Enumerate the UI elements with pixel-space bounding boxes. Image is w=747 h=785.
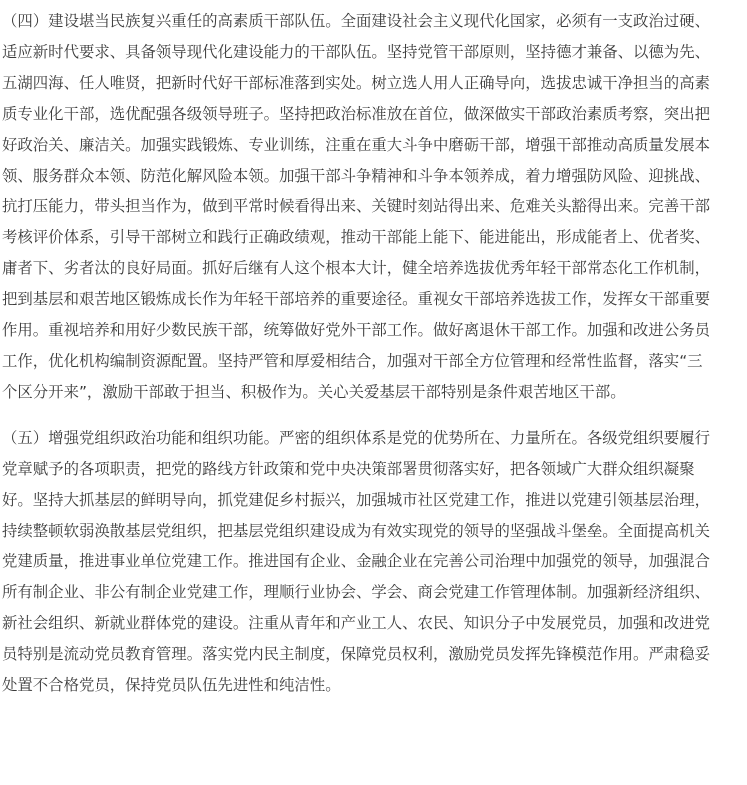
paragraph-section-5 [2, 423, 745, 701]
text-line: 领、服务群众本领、防范化解风险本领。加强干部斗争精神和斗争本领养成，着力增强防风险、迎挑战、 [2, 166, 710, 185]
text-line: 庸者下、劣者汰的良好局面。抓好后继有人这个根本大计，健全培养选拔优秀年轻干部常态化工作机制， [2, 259, 710, 278]
text-line: 持续整顿软弱涣散基层党组织，把基层党组织建设成为有效实现党的领导的坚强战斗堡垒。全面提高机关 [2, 521, 710, 540]
text-line: 员特别是流动党员教育管理。落实党内民主制度，保障党员权利，激励党员发挥先锋模范作用。严肃稳妥 [2, 645, 710, 664]
text-line: 五湖四海、任人唯贤，把新时代好干部标准落到实处。树立选人用人正确导向，选拔忠诚干净担当的高素 [2, 73, 710, 92]
text-line: （四）建设堪当民族复兴重任的高素质干部队伍。全面建设社会主义现代化国家，必须有一支政治过硬、 [2, 12, 710, 30]
text-line: （五）增强党组织政治功能和组织功能。严密的组织体系是党的优势所在、力量所在。各级党组织要履行 [2, 428, 710, 447]
text-line: 好。坚持大抓基层的鲜明导向，抓党建促乡村振兴，加强城市社区党建工作，推进以党建引领基层治理， [2, 490, 710, 509]
text-line: 党章赋予的各项职责，把党的路线方针政策和党中央决策部署贯彻落实好，把各领域广大群众组织凝聚 [2, 459, 695, 478]
text-line: 抗打压能力，带头担当作为，做到平常时候看得出来、关键时刻站得出来、危难关头豁得出来。完善干部 [2, 197, 710, 216]
text-line: 新社会组织、新就业群体党的建设。注重从青年和产业工人、农民、知识分子中发展党员，加强和改进党 [2, 614, 710, 633]
text-line: 好政治关、廉洁关。加强实践锻炼、专业训练，注重在重大斗争中磨砺干部，增强干部推动高质量发展本 [2, 135, 710, 154]
text-line: 适应新时代要求、具备领导现代化建设能力的干部队伍。坚持党管干部原则，坚持德才兼备、以德为先、 [2, 42, 710, 61]
text-line: 作用。重视培养和用好少数民族干部，统筹做好党外干部工作。做好离退休干部工作。加强和改进公务员 [2, 321, 710, 340]
article-body [2, 6, 745, 701]
text-line: 所有制企业、非公有制企业党建工作，理顺行业协会、学会、商会党建工作管理体制。加强新经济组织、 [2, 583, 710, 602]
text-line: 考核评价体系，引导干部树立和践行正确政绩观，推动干部能上能下、能进能出，形成能者上、优者奖、 [2, 228, 710, 247]
text-line: 个区分开来”，激励干部敢于担当、积极作为。关心关爱基层干部特别是条件艰苦地区干部。 [2, 382, 626, 401]
text-line: 质专业化干部，选优配强各级领导班子。坚持把政治标准放在首位，做深做实干部政治素质考察，突出把 [2, 104, 710, 123]
text-line: 党建质量，推进事业单位党建工作。推进国有企业、金融企业在完善公司治理中加强党的领导，加强混合 [2, 552, 710, 571]
text-line: 工作，优化机构编制资源配置。坚持严管和厚爱相结合，加强对干部全方位管理和经常性监督，落实“三 [2, 351, 703, 370]
paragraph-section-4 [2, 6, 745, 408]
text-line: 处置不合格党员，保持党员队伍先进性和纯洁性。 [2, 676, 341, 695]
text-line: 把到基层和艰苦地区锻炼成长作为年轻干部培养的重要途径。重视女干部培养选拔工作，发挥女干部重要 [2, 290, 710, 309]
